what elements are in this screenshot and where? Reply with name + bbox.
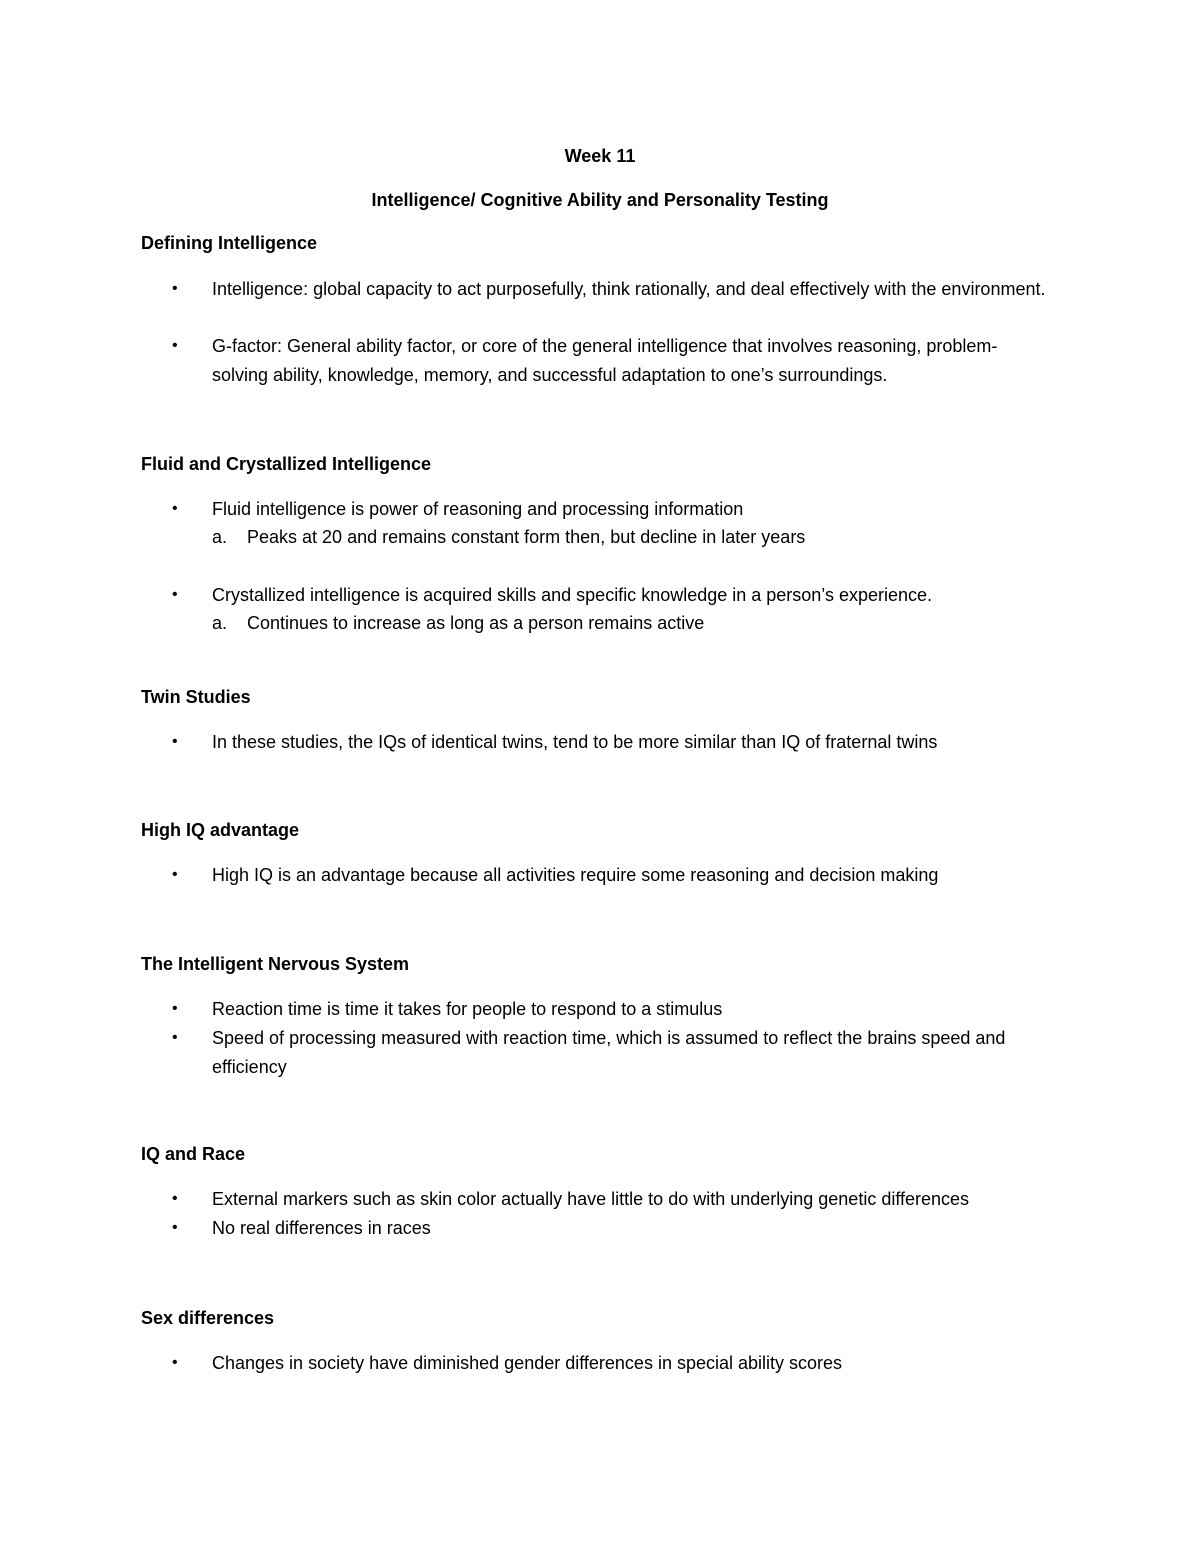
list-item-text: Intelligence: global capacity to act purposefully, think rationally, and deal effectively with the environment. xyxy=(212,279,1046,299)
bullet-icon: • xyxy=(172,1000,178,1017)
bullet-icon: • xyxy=(172,337,178,354)
document-title: Intelligence/ Cognitive Ability and Personality Testing xyxy=(371,190,829,210)
sub-list-item xyxy=(212,609,704,638)
section-heading-sex-differences: Sex differences xyxy=(141,1308,275,1328)
list-item xyxy=(172,728,1052,757)
bullet-icon: • xyxy=(172,1354,178,1371)
list-item-text: Speed of processing measured with reaction time, which is assumed to reflect the brains speed and efficiency xyxy=(212,1028,1006,1077)
bullet-icon: • xyxy=(172,1190,178,1207)
list-item-text: G-factor: General ability factor, or core of the general intelligence that involves reasoning, problem-solving ability, knowledge, memory, and successful adaptation to one’s surroundings. xyxy=(212,336,998,385)
section-heading-nervous-system: The Intelligent Nervous System xyxy=(141,954,410,974)
section-heading-iq-race: IQ and Race xyxy=(141,1144,246,1164)
list-item-text: External markers such as skin color actually have little to do with underlying genetic differences xyxy=(212,1189,970,1209)
list-item xyxy=(172,495,1052,524)
list-item xyxy=(172,581,1052,610)
bullet-icon: • xyxy=(172,866,178,883)
list-item xyxy=(172,332,1052,389)
section-heading-twin-studies: Twin Studies xyxy=(141,687,251,707)
list-item-text: Changes in society have diminished gender differences in special ability scores xyxy=(212,1353,843,1373)
section-heading-high-iq: High IQ advantage xyxy=(141,820,300,840)
list-item xyxy=(172,1185,1052,1214)
list-item-text: Crystallized intelligence is acquired skills and specific knowledge in a person’s experience. xyxy=(212,585,933,605)
list-item-text: Fluid intelligence is power of reasoning and processing information xyxy=(212,499,744,519)
list-item xyxy=(172,861,1052,890)
week-label: Week 11 xyxy=(564,146,636,166)
list-item-text: No real differences in races xyxy=(212,1218,431,1238)
list-item xyxy=(172,275,1052,304)
list-item xyxy=(172,1214,1052,1243)
bullet-icon: • xyxy=(172,1029,178,1046)
sub-list-marker: a. xyxy=(212,527,228,547)
sub-list-marker: a. xyxy=(212,613,228,633)
list-item xyxy=(172,995,1052,1024)
sub-list-item-text: Continues to increase as long as a person remains active xyxy=(247,613,705,633)
sub-list-item xyxy=(212,523,805,552)
bullet-icon: • xyxy=(172,586,178,603)
list-item xyxy=(172,1349,1052,1378)
sub-list-item-text: Peaks at 20 and remains constant form then, but decline in later years xyxy=(247,527,806,547)
bullet-icon: • xyxy=(172,500,178,517)
bullet-icon: • xyxy=(172,1219,178,1236)
list-item-text: In these studies, the IQs of identical twins, tend to be more similar than IQ of fraternal twins xyxy=(212,732,938,752)
bullet-icon: • xyxy=(172,733,178,750)
section-heading-defining-intelligence: Defining Intelligence xyxy=(141,233,318,253)
section-heading-fluid-crystallized: Fluid and Crystallized Intelligence xyxy=(141,454,432,474)
list-item-text: Reaction time is time it takes for people to respond to a stimulus xyxy=(212,999,723,1019)
bullet-icon: • xyxy=(172,280,178,297)
list-item xyxy=(172,1024,1052,1081)
list-item-text: High IQ is an advantage because all activities require some reasoning and decision making xyxy=(212,865,939,885)
